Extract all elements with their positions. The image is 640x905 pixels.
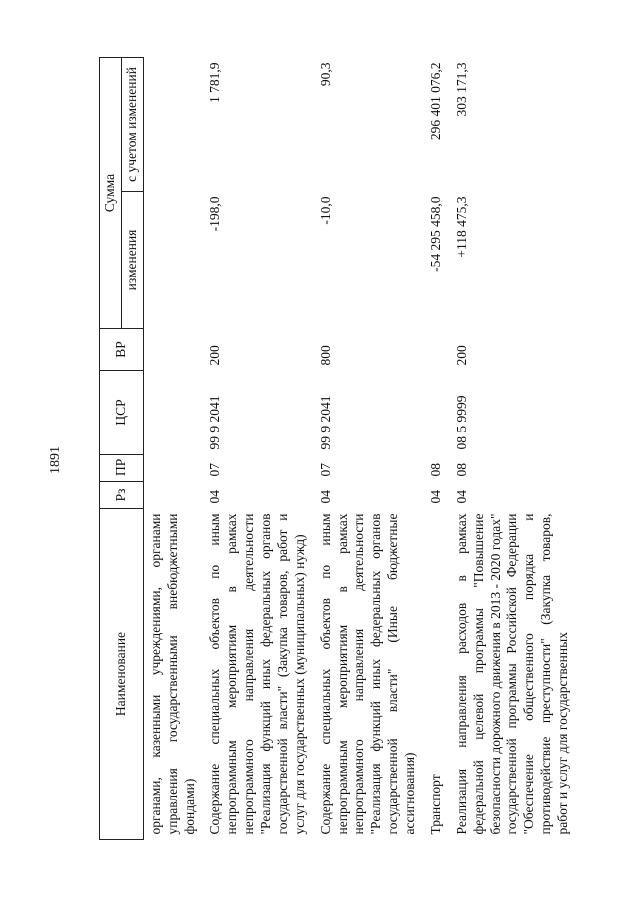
row-vr: 800 — [317, 345, 333, 366]
row-csr: 08 5 9999 — [453, 395, 469, 450]
row-pr: 07 — [317, 463, 333, 477]
row-with-change: 90,3 — [317, 62, 333, 87]
row-csr — [143, 371, 203, 455]
row-change — [143, 192, 203, 329]
row-pr — [143, 455, 203, 482]
header-rz: Рз — [100, 482, 144, 509]
table-body — [143, 57, 577, 839]
row-name: Содержание специальных объектов по иным непрограммным мероприятиям в рамках непрограммного направления деятельности "Реализация функций иных федеральных органов государственной власти" (Иные бюджетные ассигнования) — [317, 513, 417, 835]
row-rz: 04 — [207, 490, 223, 504]
row-rz — [143, 482, 203, 509]
budget-table-sheet — [99, 58, 594, 840]
row-rz: 04 — [317, 490, 333, 504]
row-pr: 07 — [207, 463, 223, 477]
header-sum: Сумма — [100, 57, 122, 328]
row-with-change: 1 781,9 — [207, 62, 223, 103]
header-with-change: с учетом изменений — [121, 57, 143, 191]
header-pr: ПР — [100, 455, 144, 482]
row-pr: 08 — [427, 463, 443, 477]
page-number: 1891 — [48, 446, 63, 474]
row-pr: 08 — [453, 463, 469, 477]
header-csr: ЦСР — [100, 371, 144, 455]
row-vr — [143, 329, 203, 371]
row-change: +118 475,3 — [453, 196, 469, 258]
row-change: -10,0 — [317, 196, 333, 225]
table-row — [203, 57, 313, 839]
header-vr: ВР — [100, 329, 144, 371]
row-change: -54 295 458,0 — [427, 196, 443, 272]
table-row — [143, 57, 203, 839]
row-change: -198,0 — [207, 196, 223, 232]
row-csr: 99 9 2041 — [207, 395, 223, 450]
row-vr: 200 — [453, 345, 469, 366]
row-with-change — [143, 57, 203, 191]
row-csr — [424, 371, 450, 455]
header-name: Наименование — [100, 509, 144, 840]
row-with-change: 303 171,3 — [453, 62, 469, 117]
row-csr: 99 9 2041 — [317, 395, 333, 450]
row-rz: 04 — [453, 490, 469, 504]
budget-table — [99, 57, 577, 840]
row-name: Транспорт — [427, 774, 443, 835]
table-row — [314, 57, 424, 839]
row-rz: 04 — [427, 490, 443, 504]
row-with-change: 296 401 076,2 — [427, 62, 443, 141]
row-vr: 200 — [207, 345, 223, 366]
table-row — [424, 57, 450, 839]
row-name: органами, казенными учреждениями, органами управления государственными внебюджетными фондами) — [147, 513, 197, 835]
row-vr — [424, 329, 450, 371]
row-name: Содержание специальных объектов по иным непрограммным мероприятиям в рамках непрограммного направления деятельности "Реализация функций иных федеральных органов государственной власти" (Закупка товаров, работ и услуг для государственных (муниципальных) нужд) — [207, 513, 307, 835]
table-row — [450, 57, 577, 839]
row-name: Реализация направления расходов в рамках федеральной целевой программы "Повышение безопасности дорожного движения в 2013 - 2020 годах" государственной программы Российской Федерации "Обеспечение общественного порядка и противодействие преступности" (Закупка товаров, работ и услуг для государственных — [453, 513, 570, 835]
header-change: изменения — [121, 192, 143, 329]
